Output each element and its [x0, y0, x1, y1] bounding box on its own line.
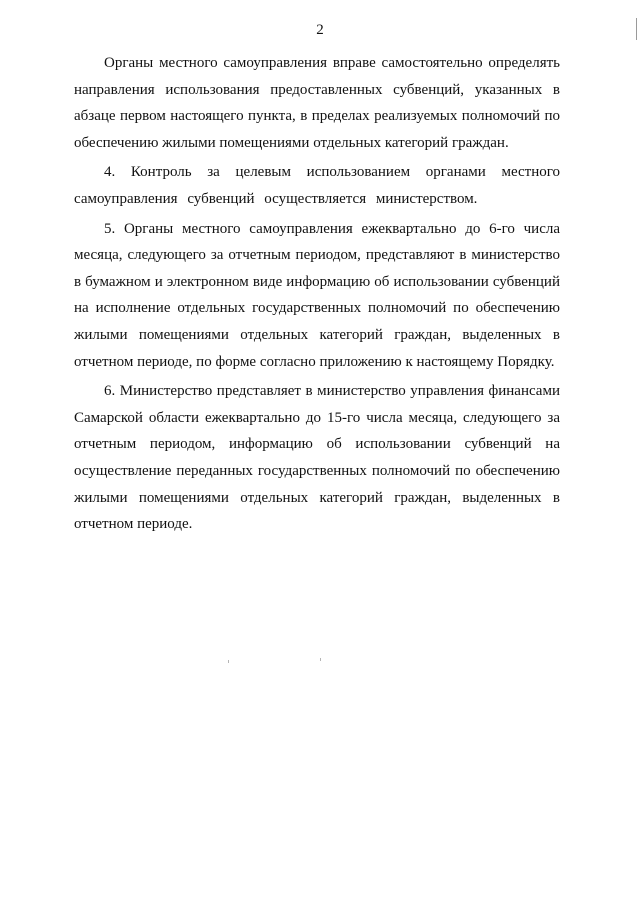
document-body: [74, 50, 560, 538]
paragraph-6-ministry-reporting: 6. Министерство представляет в министерство управления финансами Самарской области ежеквартально до 15-го числа месяца, следующего за отчетным периодом, информацию об использовании субвенций на осуществление переданных государственных полномочий по обеспечению жилыми помещениями отдельных категорий граждан, выделенных в отчетном периоде.: [74, 383, 560, 533]
scan-speck: [228, 660, 229, 663]
paragraph-5-reporting: 5. Органы местного самоуправления ежеквартально до 6-го числа месяца, следующего за отчетным периодом, представляют в министерство в бумажном и электронном виде информацию об использовании субвенций на исполнение отдельных государственных полномочий по обеспечению жилыми помещениями отдельных категорий граждан, выделенных в отчетном периоде, по форме согласно приложению к настоящему Порядку.: [74, 220, 560, 370]
scan-speck: [320, 658, 321, 661]
page-number: 2: [316, 22, 324, 38]
paragraph-4-control: 4. Контроль за целевым использованием органами местного самоуправления субвенций осуществляется министерством.: [74, 164, 560, 207]
paragraph-subvention-usage: Органы местного самоуправления вправе самостоятельно определять направления использования предоставленных субвенций, указанных в абзаце первом настоящего пункта, в пределах реализуемых полномочий по обеспечению жилыми помещениями отдельных категорий граждан.: [74, 55, 560, 151]
